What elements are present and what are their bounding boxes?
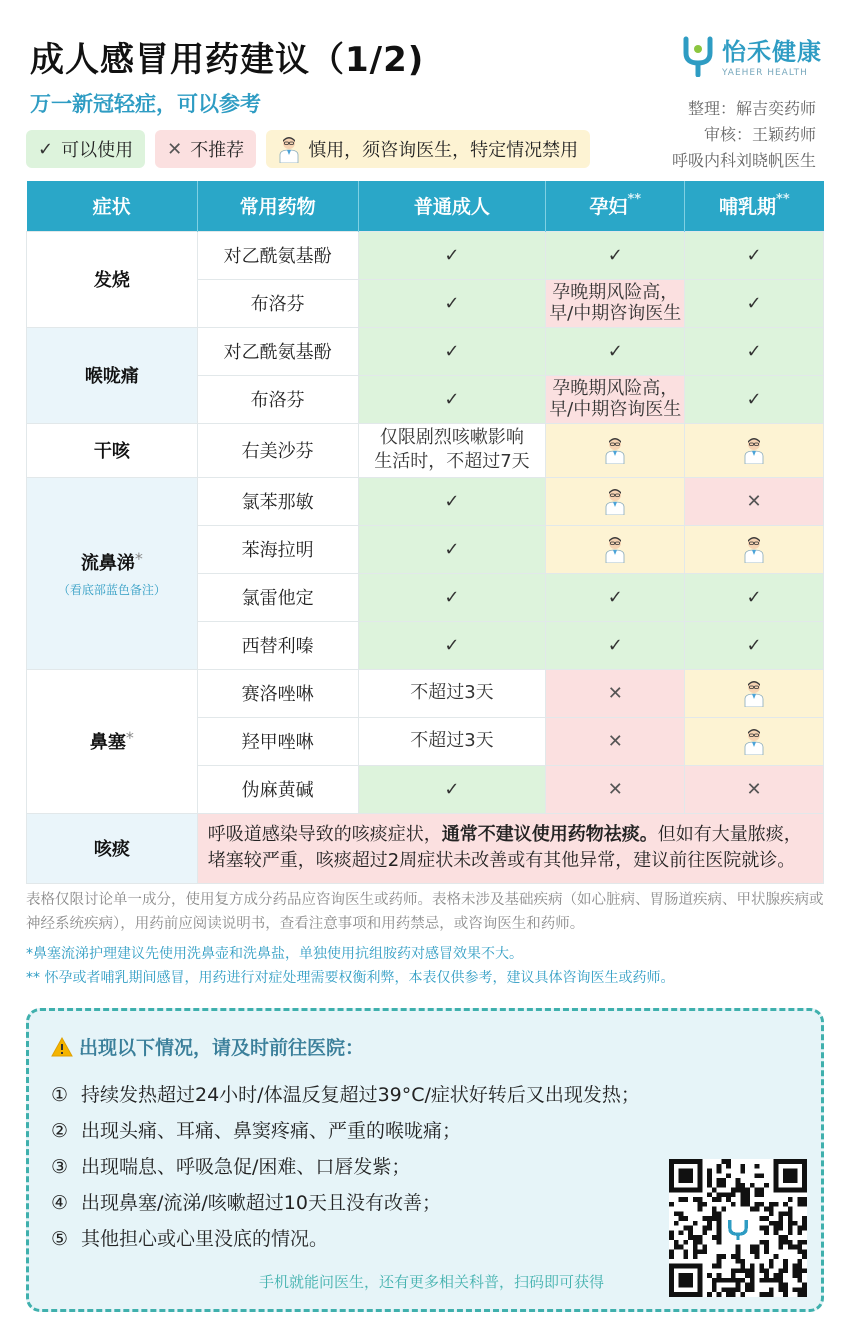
item-number: ① <box>51 1084 69 1106</box>
item-text: 出现鼻塞/流涕/咳嗽超过10天且没有改善； <box>81 1192 441 1214</box>
dextro-adult-note <box>358 423 546 477</box>
drug-name: 伪麻黄碱 <box>197 765 358 813</box>
check-icon: ✓ <box>358 765 546 813</box>
brand-logo <box>680 32 822 78</box>
doctor-icon <box>604 436 626 464</box>
caution-cell <box>546 423 685 477</box>
caution-cell <box>546 477 685 525</box>
warning-title <box>51 1033 364 1060</box>
item-number: ② <box>51 1120 69 1142</box>
list-item <box>51 1077 640 1113</box>
check-icon: ✓ <box>546 327 685 375</box>
table-row <box>27 669 824 717</box>
legend-caution-label: 慎用，须咨询医生，特定情况禁用 <box>308 140 579 161</box>
legend-not-recommended-label: 不推荐 <box>190 140 245 161</box>
brand-name-en: YAEHER HEALTH <box>722 68 808 78</box>
legend-caution <box>266 130 590 168</box>
cross-icon: ✕ <box>546 765 685 813</box>
drug-name: 苯海拉明 <box>197 525 358 573</box>
doctor-icon <box>604 535 626 563</box>
brand-name: 怡禾健康 <box>722 38 822 66</box>
check-icon: ✓ <box>685 375 824 423</box>
caution-cell <box>546 525 685 573</box>
warning-icon <box>51 1037 73 1057</box>
phlegm-text: 但如有大量脓痰，堵塞较严重，咳痰超过2周症状未改善或有其他异常，建议前往医院就诊。 <box>207 824 802 871</box>
legend-can-use <box>26 130 145 168</box>
credit-compiler: 整理：解吉奕药师 <box>687 99 816 118</box>
header-lactation <box>685 181 824 231</box>
phlegm-advice <box>197 813 823 883</box>
item-number: ④ <box>51 1192 69 1214</box>
legend <box>26 130 590 168</box>
drug-name: 羟甲唑啉 <box>197 717 358 765</box>
drug-name: 氯雷他定 <box>197 573 358 621</box>
doctor-icon <box>604 487 626 515</box>
item-text: 出现喘息、呼吸急促/困难、口唇发紫； <box>81 1156 411 1178</box>
credit-doctor: 呼吸内科刘晓帆医生 <box>671 151 816 170</box>
drug-name: 对乙酰氨基酚 <box>197 231 358 279</box>
list-item <box>51 1185 640 1221</box>
check-icon: ✓ <box>685 621 824 669</box>
note-line: 孕晚期风险高， <box>552 282 679 303</box>
check-icon: ✓ <box>358 621 546 669</box>
symptom-dry-cough: 干咳 <box>27 423 198 477</box>
credit-reviewer: 审核：王颖药师 <box>703 125 816 144</box>
header-asterisk: ** <box>627 192 642 208</box>
note-line: 仅限剧烈咳嗽影响 <box>379 427 524 448</box>
check-icon: ✓ <box>546 573 685 621</box>
warning-list <box>51 1077 640 1257</box>
warning-box <box>26 1008 824 1312</box>
caution-cell <box>685 717 824 765</box>
item-number: ③ <box>51 1156 69 1178</box>
check-icon: ✓ <box>358 525 546 573</box>
table-header-row <box>27 181 824 231</box>
drug-name: 布洛芬 <box>197 279 358 327</box>
max-days-note: 不超过3天 <box>358 669 546 717</box>
header-pregnant <box>546 181 685 231</box>
brand-logo-icon <box>680 33 716 77</box>
general-note: 表格仅限讨论单一成分，使用复方成分药品应咨询医生或药师。表格未涉及基础疾病（如心脏病、胃肠道疾病、甲状腺疾病或神经系统疾病），用药前应阅读说明书，查看注意事项和用药禁忌，或咨询医生和药师。 <box>26 892 824 932</box>
symptom-sore-throat: 喉咙痛 <box>27 327 198 423</box>
symptom-fever: 发烧 <box>27 231 198 327</box>
drug-name: 对乙酰氨基酚 <box>197 327 358 375</box>
cross-icon: ✕ <box>167 138 183 160</box>
phlegm-text-bold: 通常不建议使用药物祛痰。 <box>441 824 658 845</box>
check-icon: ✓ <box>38 138 54 160</box>
header-adult: 普通成人 <box>358 181 546 231</box>
doctor-icon <box>278 135 300 163</box>
check-icon: ✓ <box>358 477 546 525</box>
header-pregnant-label: 孕妇 <box>589 196 628 219</box>
list-item <box>51 1221 640 1257</box>
item-text: 其他担心或心里没底的情况。 <box>81 1228 329 1250</box>
note-line: 孕晚期风险高， <box>552 378 679 399</box>
check-icon: ✓ <box>358 327 546 375</box>
medication-table <box>26 181 824 884</box>
check-icon: ✓ <box>358 573 546 621</box>
pregnant-ibuprofen-note <box>546 279 685 327</box>
asterisk: * <box>134 548 143 568</box>
asterisk: * <box>125 728 134 747</box>
check-icon: ✓ <box>685 573 824 621</box>
item-number: ⑤ <box>51 1228 69 1250</box>
check-icon: ✓ <box>685 327 824 375</box>
table-row <box>27 231 824 279</box>
list-item <box>51 1149 640 1185</box>
header-lactation-label: 哺乳期 <box>719 196 777 219</box>
footnote-star: *鼻塞流涕护理建议先使用洗鼻壶和洗鼻盐，单独使用抗组胺药对感冒效果不大。 <box>26 946 523 962</box>
list-item <box>51 1113 640 1149</box>
doctor-icon <box>743 727 765 755</box>
cross-icon: ✕ <box>685 765 824 813</box>
caution-cell <box>685 669 824 717</box>
doctor-icon <box>743 535 765 563</box>
max-days-note: 不超过3天 <box>358 717 546 765</box>
cross-icon: ✕ <box>546 669 685 717</box>
table-row <box>27 477 824 525</box>
check-icon: ✓ <box>358 279 546 327</box>
footnote-double-star: ** 怀孕或者哺乳期间感冒，用药进行对症处理需要权衡利弊，本表仅供参考，建议具体咨询医生或药师。 <box>26 970 675 986</box>
credits <box>672 96 816 174</box>
drug-name: 赛洛唑啉 <box>197 669 358 717</box>
symptom-phlegm: 咳痰 <box>27 813 198 883</box>
item-text: 出现头痛、耳痛、鼻窦疼痛、严重的喉咙痛； <box>81 1120 462 1142</box>
drug-name: 氯苯那敏 <box>197 477 358 525</box>
legend-can-use-label: 可以使用 <box>61 140 134 161</box>
legend-not-recommended <box>155 130 256 168</box>
table-row <box>27 423 824 477</box>
table-row <box>27 327 824 375</box>
cross-icon: ✕ <box>546 717 685 765</box>
symptom-stuffy-nose-label: 鼻塞 <box>89 732 126 753</box>
caution-cell <box>685 423 824 477</box>
caution-cell <box>685 525 824 573</box>
table-row <box>27 813 824 883</box>
drug-name: 右美沙芬 <box>197 423 358 477</box>
drug-name: 布洛芬 <box>197 375 358 423</box>
page-title: 成人感冒用药建议（1/2) <box>30 40 425 80</box>
note-line: 早/中期咨询医生 <box>549 399 682 420</box>
cross-icon: ✕ <box>685 477 824 525</box>
footnotes <box>26 942 826 990</box>
symptom-runny-nose-label: 流鼻涕 <box>80 552 135 574</box>
header-asterisk: ** <box>776 192 790 208</box>
check-icon: ✓ <box>685 231 824 279</box>
page-subtitle: 万一新冠轻症，可以参考 <box>30 92 261 116</box>
symptom-stuffy-nose <box>27 669 198 813</box>
header-drug: 常用药物 <box>197 181 358 231</box>
check-icon: ✓ <box>358 231 546 279</box>
check-icon: ✓ <box>546 231 685 279</box>
symptom-runny-nose <box>27 477 198 669</box>
phlegm-text: 呼吸道感染导致的咳痰症状， <box>207 824 442 845</box>
note-line: 生活时，不超过7天 <box>374 451 530 472</box>
doctor-icon <box>743 679 765 707</box>
header-symptom: 症状 <box>27 181 198 231</box>
item-text: 持续发热超过24小时/体温反复超过39°C/症状好转后又出现发热； <box>81 1084 640 1106</box>
check-icon: ✓ <box>358 375 546 423</box>
pregnant-ibuprofen-note <box>546 375 685 423</box>
note-line: 早/中期咨询医生 <box>549 303 682 324</box>
check-icon: ✓ <box>546 621 685 669</box>
warning-title-text: 出现以下情况，请及时前往医院： <box>79 1037 365 1059</box>
qr-code[interactable] <box>669 1159 807 1297</box>
symptom-runny-nose-note: （看底部蓝色备注） <box>57 582 166 597</box>
doctor-icon <box>743 436 765 464</box>
drug-name: 西替利嗪 <box>197 621 358 669</box>
qr-caption: 手机就能问医生，还有更多相关科普，扫码即可获得 <box>259 1273 605 1291</box>
check-icon: ✓ <box>685 279 824 327</box>
